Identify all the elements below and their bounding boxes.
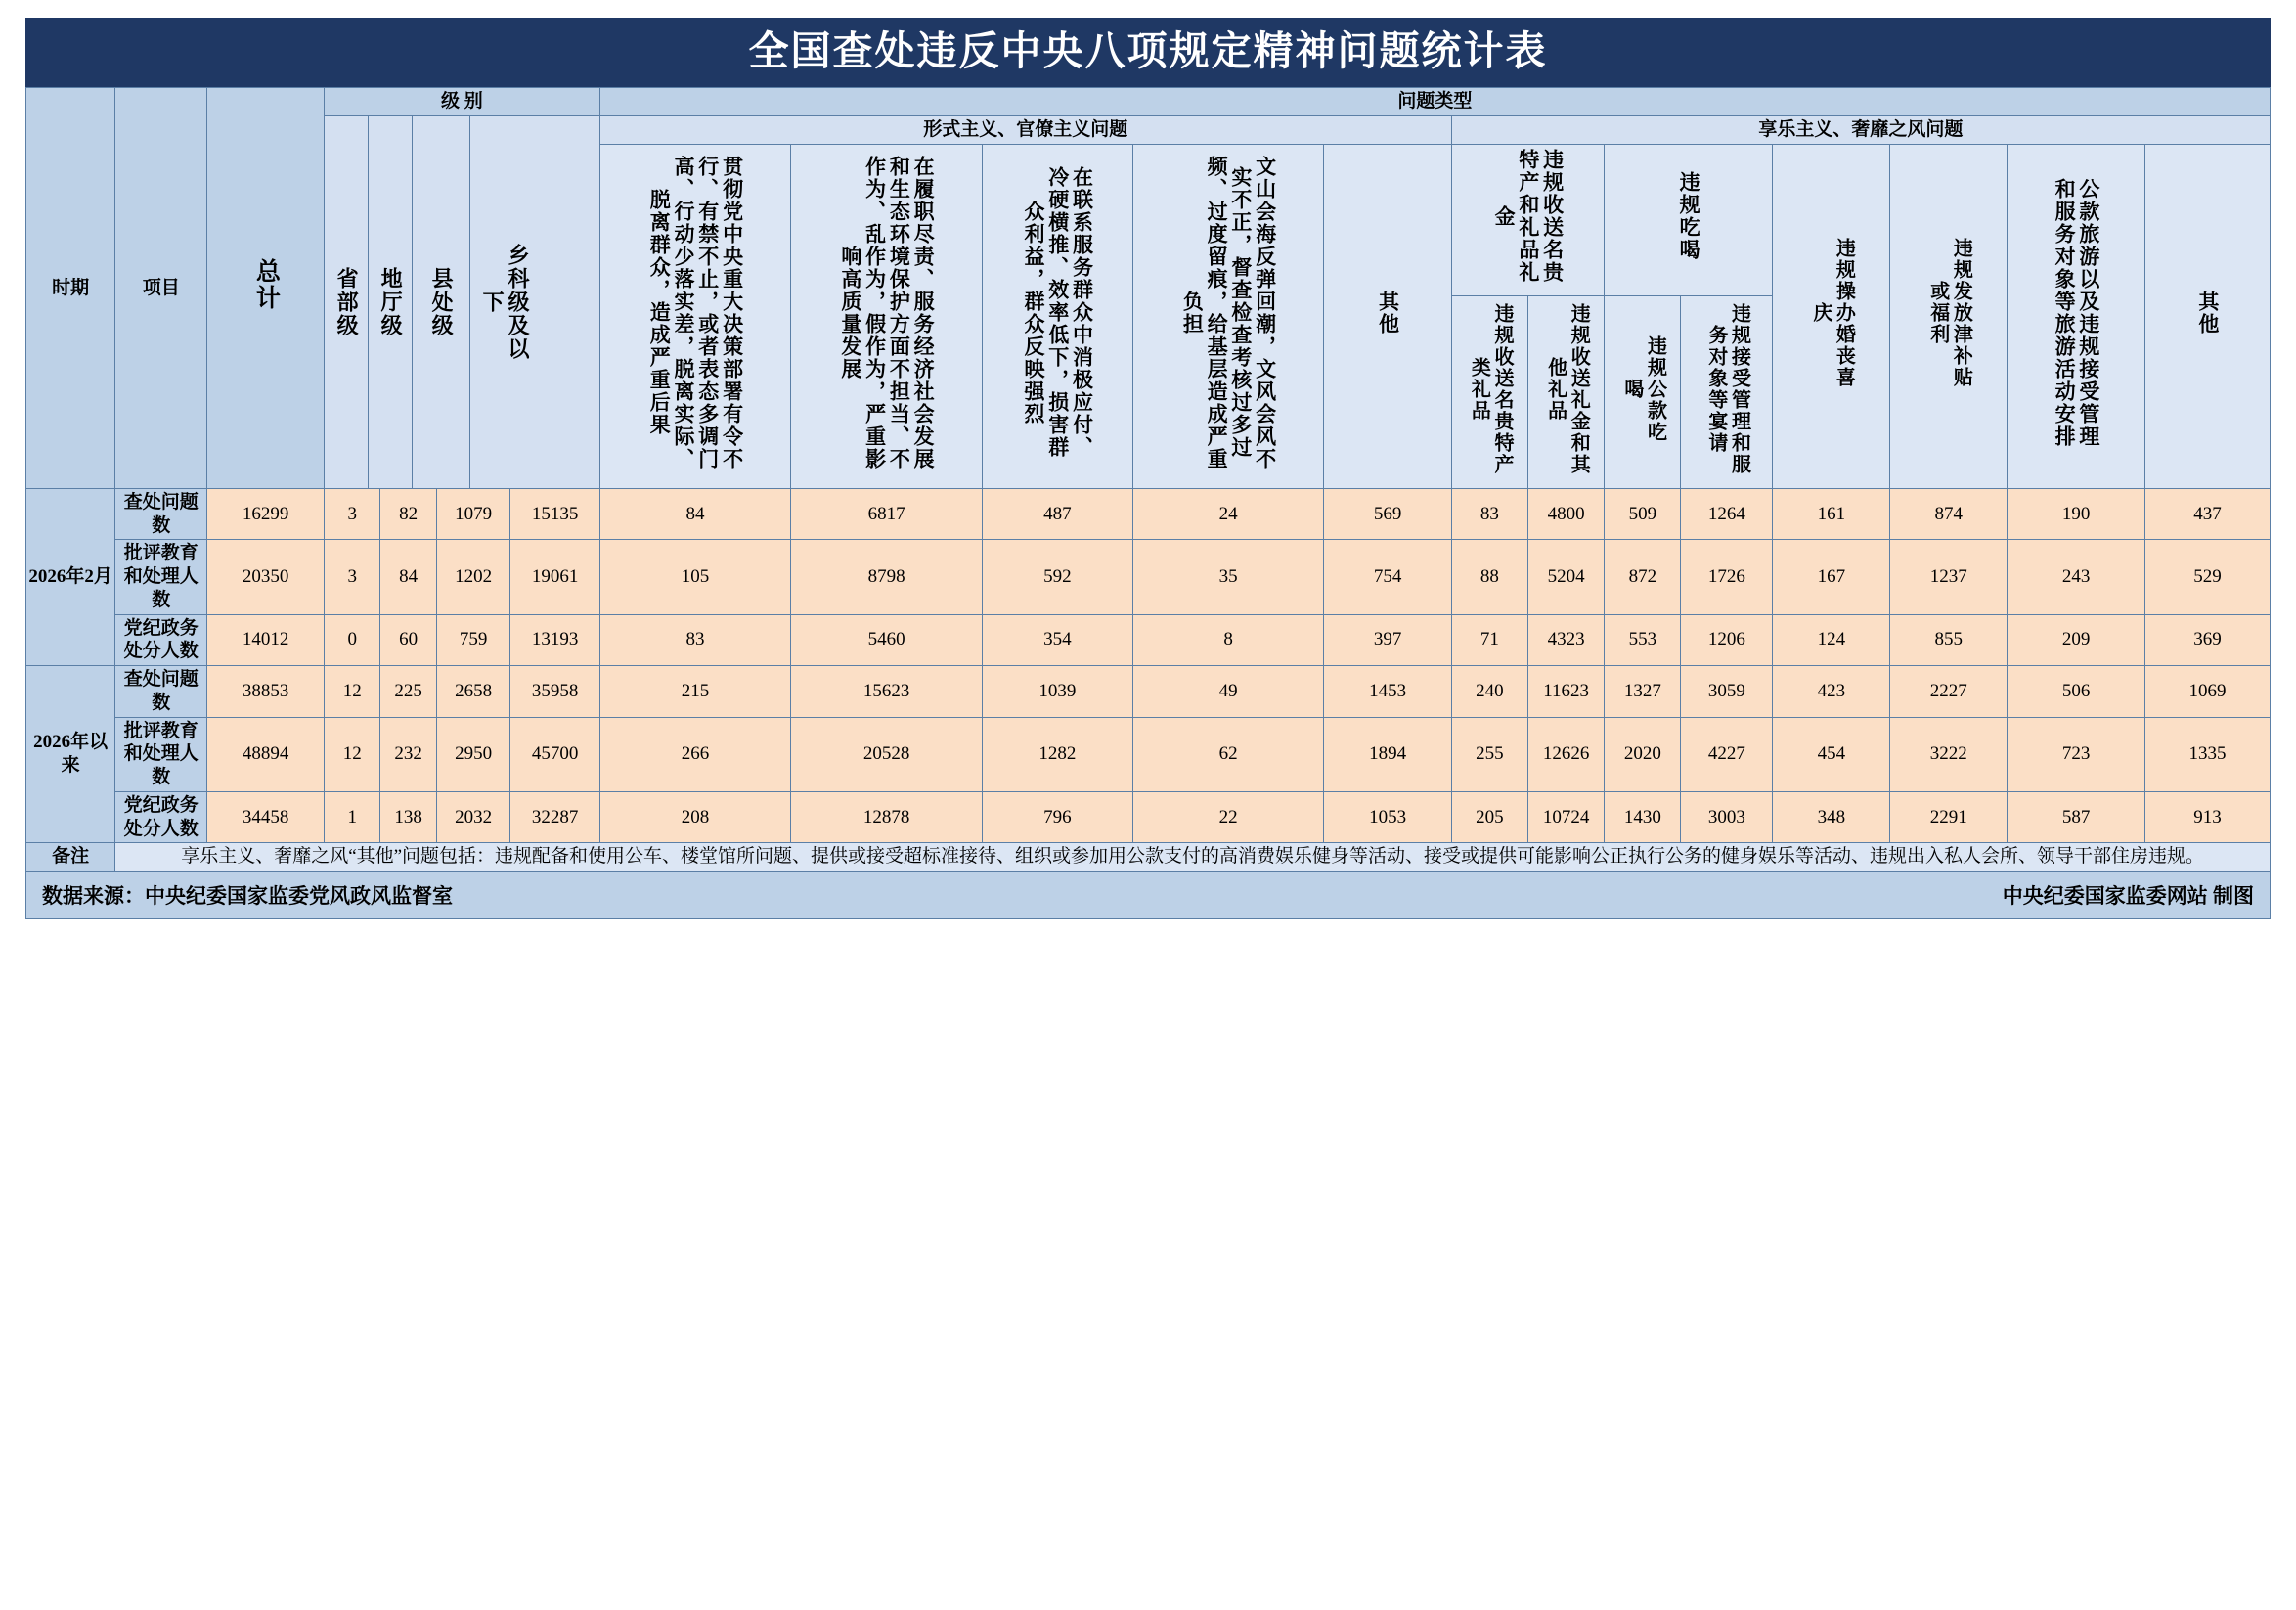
header-level-shengbu-label: 省部级 (334, 266, 360, 337)
header-formalism-other: 其他 (1324, 144, 1451, 488)
cell-eat-1: 1430 (1605, 791, 1681, 843)
header-problem-type: 问题类型 (599, 88, 2270, 116)
header-item: 项目 (115, 88, 207, 489)
cell-formalism-other: 397 (1324, 614, 1451, 666)
cell-wedding: 423 (1773, 666, 1890, 718)
cell-wedding: 161 (1773, 488, 1890, 540)
cell-total: 48894 (207, 717, 325, 791)
cell-total: 16299 (207, 488, 325, 540)
cell-eat-1: 509 (1605, 488, 1681, 540)
header-formalism-1: 贯彻党中央重大决策部署有令不行、有禁不止，或者表态多调门高、行动少落实差，脱离实际、脱离群众，造成严重后果 (599, 144, 791, 488)
header-hedonism-wedding: 违规操办婚丧喜庆 (1773, 144, 1890, 488)
cell-level-sheng: 3 (325, 540, 380, 614)
header-group-hedonism: 享乐主义、奢靡之风问题 (1451, 115, 2270, 144)
cell-allowance: 2227 (1890, 666, 2008, 718)
header-level-xianchu-label: 县处级 (429, 266, 455, 337)
cell-formalism-2: 15623 (791, 666, 983, 718)
header-row-1 (26, 88, 2271, 116)
header-level-group-spacer (325, 115, 600, 488)
row-item-label: 批评教育和处理人数 (115, 540, 207, 614)
cell-eat-1: 553 (1605, 614, 1681, 666)
footer (25, 872, 2271, 919)
header-hedonism-eat: 违规吃喝 (1605, 144, 1773, 296)
cell-hedonism-other: 529 (2145, 540, 2271, 614)
cell-gift-2: 10724 (1528, 791, 1605, 843)
remark-row (26, 843, 2271, 872)
cell-wedding: 124 (1773, 614, 1890, 666)
cell-formalism-3: 1282 (982, 717, 1132, 791)
cell-level-xiangke: 19061 (510, 540, 599, 614)
remark-label: 备注 (26, 843, 115, 872)
cell-formalism-other: 754 (1324, 540, 1451, 614)
cell-level-xiangke: 32287 (510, 791, 599, 843)
cell-allowance: 2291 (1890, 791, 2008, 843)
cell-gift-1: 71 (1451, 614, 1527, 666)
cell-gift-2: 4323 (1528, 614, 1605, 666)
cell-eat-2: 1264 (1681, 488, 1773, 540)
cell-formalism-4: 8 (1132, 614, 1324, 666)
cell-travel: 243 (2008, 540, 2145, 614)
cell-eat-1: 2020 (1605, 717, 1681, 791)
row-item-label: 党纪政务处分人数 (115, 791, 207, 843)
cell-wedding: 348 (1773, 791, 1890, 843)
header-formalism-2: 在履职尽责、服务经济社会发展和生态环境保护方面不担当、不作为、乱作为，假作为，严重影响高质量发展 (791, 144, 983, 488)
cell-formalism-3: 1039 (982, 666, 1132, 718)
cell-level-xiangke: 45700 (510, 717, 599, 791)
header-hedonism-allowance: 违规发放津补贴或福利 (1890, 144, 2008, 488)
cell-eat-1: 872 (1605, 540, 1681, 614)
cell-level-xiangke: 15135 (510, 488, 599, 540)
cell-formalism-4: 22 (1132, 791, 1324, 843)
cell-level-diting: 138 (380, 791, 436, 843)
header-level-shengbu (325, 116, 369, 488)
header-hedonism-gift: 违规收送名贵特产和礼品礼金 (1451, 144, 1604, 296)
cell-travel: 587 (2008, 791, 2145, 843)
cell-level-xiangke: 35958 (510, 666, 599, 718)
cell-allowance: 855 (1890, 614, 2008, 666)
cell-level-diting: 232 (380, 717, 436, 791)
header-formalism-3: 在联系服务群众中消极应付、冷硬横推、效率低下，损害群众利益，群众反映强烈 (982, 144, 1132, 488)
cell-level-xianchu: 2950 (436, 717, 510, 791)
cell-level-sheng: 1 (325, 791, 380, 843)
cell-level-diting: 82 (380, 488, 436, 540)
cell-formalism-4: 24 (1132, 488, 1324, 540)
cell-eat-2: 4227 (1681, 717, 1773, 791)
header-period: 时期 (26, 88, 115, 489)
cell-level-xianchu: 759 (436, 614, 510, 666)
cell-level-sheng: 3 (325, 488, 380, 540)
table-body (26, 488, 2271, 871)
cell-hedonism-other: 1335 (2145, 717, 2271, 791)
table-row (26, 717, 2271, 791)
cell-gift-1: 240 (1451, 666, 1527, 718)
cell-total: 14012 (207, 614, 325, 666)
cell-level-xianchu: 2658 (436, 666, 510, 718)
cell-level-xianchu: 1202 (436, 540, 510, 614)
cell-formalism-1: 215 (599, 666, 791, 718)
cell-eat-1: 1327 (1605, 666, 1681, 718)
cell-gift-2: 4800 (1528, 488, 1605, 540)
table-row (26, 540, 2271, 614)
cell-formalism-3: 592 (982, 540, 1132, 614)
cell-hedonism-other: 437 (2145, 488, 2271, 540)
cell-travel: 506 (2008, 666, 2145, 718)
header-total (207, 88, 325, 489)
header-total-label: 总计 (252, 258, 280, 312)
header-formalism-4: 文山会海反弹回潮，文风会风不实不正，督查检查考核过多过频、过度留痕，给基层造成严重负担 (1132, 144, 1324, 488)
cell-formalism-other: 569 (1324, 488, 1451, 540)
cell-gift-1: 88 (1451, 540, 1527, 614)
table-row (26, 666, 2271, 718)
header-eat-sub-2: 违规接受管理和服务对象等宴请 (1681, 296, 1773, 489)
remark-text: 享乐主义、奢靡之风“其他”问题包括：违规配备和使用公车、楼堂馆所问题、提供或接受超标准接待、组织或参加用公款支付的高消费娱乐健身等活动、接受或提供可能影响公正执行公务的健身娱乐等活动、违规出入私人会所、领导干部住房违规。 (115, 843, 2271, 872)
table-row (26, 791, 2271, 843)
cell-travel: 723 (2008, 717, 2145, 791)
cell-formalism-3: 796 (982, 791, 1132, 843)
cell-formalism-1: 105 (599, 540, 791, 614)
cell-eat-2: 3003 (1681, 791, 1773, 843)
cell-formalism-other: 1053 (1324, 791, 1451, 843)
cell-hedonism-other: 369 (2145, 614, 2271, 666)
footer-credit: 中央纪委国家监委网站 制图 (2002, 884, 2254, 909)
page-title: 全国查处违反中央八项规定精神问题统计表 (25, 18, 2271, 87)
cell-formalism-1: 84 (599, 488, 791, 540)
cell-formalism-other: 1894 (1324, 717, 1451, 791)
cell-formalism-3: 487 (982, 488, 1132, 540)
cell-gift-1: 83 (1451, 488, 1527, 540)
cell-wedding: 454 (1773, 717, 1890, 791)
cell-gift-2: 11623 (1528, 666, 1605, 718)
header-hedonism-travel: 公款旅游以及违规接受管理和服务对象等旅游活动安排 (2008, 144, 2145, 488)
row-item-label: 查处问题数 (115, 666, 207, 718)
cell-formalism-4: 49 (1132, 666, 1324, 718)
cell-allowance: 874 (1890, 488, 2008, 540)
table-row (26, 614, 2271, 666)
cell-formalism-4: 35 (1132, 540, 1324, 614)
cell-travel: 209 (2008, 614, 2145, 666)
cell-gift-1: 205 (1451, 791, 1527, 843)
table-row (26, 488, 2271, 540)
cell-level-xiangke: 13193 (510, 614, 599, 666)
cell-level-xianchu: 1079 (436, 488, 510, 540)
cell-total: 38853 (207, 666, 325, 718)
cell-level-sheng: 12 (325, 717, 380, 791)
cell-level-sheng: 12 (325, 666, 380, 718)
cell-formalism-2: 20528 (791, 717, 983, 791)
cell-gift-2: 12626 (1528, 717, 1605, 791)
cell-eat-2: 3059 (1681, 666, 1773, 718)
cell-level-xianchu: 2032 (436, 791, 510, 843)
cell-formalism-2: 8798 (791, 540, 983, 614)
header-level-diting-label: 地厅级 (378, 266, 404, 337)
header-group-formalism: 形式主义、官僚主义问题 (599, 115, 1451, 144)
header-level-diting (369, 116, 413, 488)
row-item-label: 党纪政务处分人数 (115, 614, 207, 666)
cell-gift-2: 5204 (1528, 540, 1605, 614)
cell-eat-2: 1206 (1681, 614, 1773, 666)
header-row-2 (26, 115, 2271, 144)
cell-travel: 190 (2008, 488, 2145, 540)
cell-formalism-other: 1453 (1324, 666, 1451, 718)
cell-gift-1: 255 (1451, 717, 1527, 791)
cell-wedding: 167 (1773, 540, 1890, 614)
cell-formalism-2: 12878 (791, 791, 983, 843)
statistics-table (25, 87, 2271, 872)
header-hedonism-other: 其他 (2145, 144, 2271, 488)
cell-formalism-3: 354 (982, 614, 1132, 666)
header-level-xianchu (413, 116, 470, 488)
cell-hedonism-other: 1069 (2145, 666, 2271, 718)
period-label: 2026年以来 (26, 666, 115, 843)
cell-level-diting: 225 (380, 666, 436, 718)
cell-level-sheng: 0 (325, 614, 380, 666)
header-level-xiangke (470, 116, 539, 488)
cell-eat-2: 1726 (1681, 540, 1773, 614)
header-gift-sub-2: 违规收送礼金和其他礼品 (1528, 296, 1605, 489)
row-item-label: 查处问题数 (115, 488, 207, 540)
cell-formalism-1: 208 (599, 791, 791, 843)
cell-level-diting: 60 (380, 614, 436, 666)
cell-allowance: 3222 (1890, 717, 2008, 791)
period-label: 2026年2月 (26, 488, 115, 665)
header-level-group: 级 别 (325, 88, 600, 116)
cell-formalism-1: 266 (599, 717, 791, 791)
cell-hedonism-other: 913 (2145, 791, 2271, 843)
cell-formalism-1: 83 (599, 614, 791, 666)
cell-formalism-2: 6817 (791, 488, 983, 540)
header-eat-sub-1: 违规公款吃喝 (1605, 296, 1681, 489)
header-gift-sub-1: 违规收送名贵特产类礼品 (1451, 296, 1527, 489)
cell-level-diting: 84 (380, 540, 436, 614)
cell-total: 34458 (207, 791, 325, 843)
header-level-xiangke-label: 乡科级及以下 (480, 243, 531, 361)
row-item-label: 批评教育和处理人数 (115, 717, 207, 791)
footer-source: 数据来源：中央纪委国家监委党风政风监督室 (42, 884, 453, 909)
cell-total: 20350 (207, 540, 325, 614)
cell-allowance: 1237 (1890, 540, 2008, 614)
cell-formalism-4: 62 (1132, 717, 1324, 791)
cell-formalism-2: 5460 (791, 614, 983, 666)
